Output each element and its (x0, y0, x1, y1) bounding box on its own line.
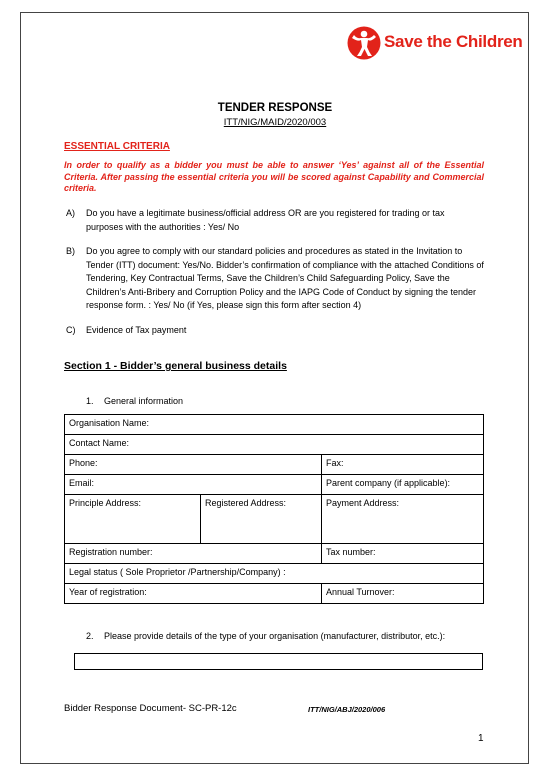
question-text: Evidence of Tax payment (86, 324, 187, 335)
brand-name: Save the Children (384, 32, 523, 51)
footer-document-name: Bidder Response Document- SC-PR-12c (64, 703, 237, 714)
essential-questions (64, 207, 494, 348)
legal-status-field[interactable]: Legal status ( Sole Proprietor /Partnership/Company) : (65, 564, 484, 584)
question-b (64, 245, 494, 313)
contact-name-field[interactable]: Contact Name: (65, 435, 484, 455)
save-the-children-logo (347, 24, 522, 64)
organisation-name-field[interactable]: Organisation Name: (65, 415, 484, 435)
organisation-type-label (86, 631, 445, 641)
child-emblem-icon (347, 26, 381, 60)
question-label: A) (66, 208, 75, 218)
item-text: General information (104, 396, 184, 406)
question-a (64, 207, 494, 234)
registration-number-field[interactable]: Registration number: (65, 544, 322, 564)
tender-reference: ITT/NIG/MAID/2020/003 (223, 117, 327, 128)
page-number: 1 (478, 733, 484, 744)
question-label: B) (66, 246, 75, 256)
tax-number-field[interactable]: Tax number: (322, 544, 484, 564)
parent-company-field[interactable]: Parent company (if applicable): (322, 475, 484, 495)
item-text: Please provide details of the type of your organisation (manufacturer, distributor, etc.): (104, 631, 446, 641)
registered-address-field[interactable]: Registered Address: (201, 495, 322, 544)
email-field[interactable]: Email: (65, 475, 322, 495)
item-number: 2. (86, 631, 94, 641)
essential-criteria-intro: In order to qualify as a bidder you must be able to answer ‘Yes’ against all of the Essential Criteria. After passing the essential criteria you will be scored against Capability and Commercial criteria. (64, 160, 484, 193)
item-number: 1. (86, 396, 94, 406)
question-text: Do you have a legitimate business/official address OR are you registered for trading or tax purposes with the authorities : Yes/ No (86, 208, 445, 232)
fax-field[interactable]: Fax: (322, 455, 484, 475)
question-label: C) (66, 324, 76, 335)
general-information-label (86, 396, 183, 406)
annual-turnover-field[interactable]: Annual Turnover: (322, 584, 484, 604)
question-text: Do you agree to comply with our standard policies and procedures as stated in the Invitation to Tender (ITT) document: Yes/No. Bidder’s confirmation of compliance with the attached Conditions of Tendering, Key Contractual Terms, Save the Children’s Child Safeguarding Policy, Save the Children’s Anti-Bribery and Corruption Policy and the IAPG Code of Conduct by signing the tender response form. : Yes/ No (if Yes, please sign this form after section 4) (86, 246, 484, 310)
general-information-table (64, 414, 484, 604)
footer-reference: ITT/NIG/ABJ/2020/006 (308, 705, 386, 714)
essential-criteria-heading: ESSENTIAL CRITERIA (64, 141, 170, 152)
principle-address-field[interactable]: Principle Address: (65, 495, 201, 544)
phone-field[interactable]: Phone: (65, 455, 322, 475)
year-of-registration-field[interactable]: Year of registration: (65, 584, 322, 604)
question-c (64, 324, 494, 338)
payment-address-field[interactable]: Payment Address: (322, 495, 484, 544)
organisation-type-answer-field[interactable] (74, 653, 483, 670)
section-1-heading: Section 1 - Bidder’s general business details (64, 360, 287, 372)
document-title: TENDER RESPONSE (217, 102, 333, 114)
